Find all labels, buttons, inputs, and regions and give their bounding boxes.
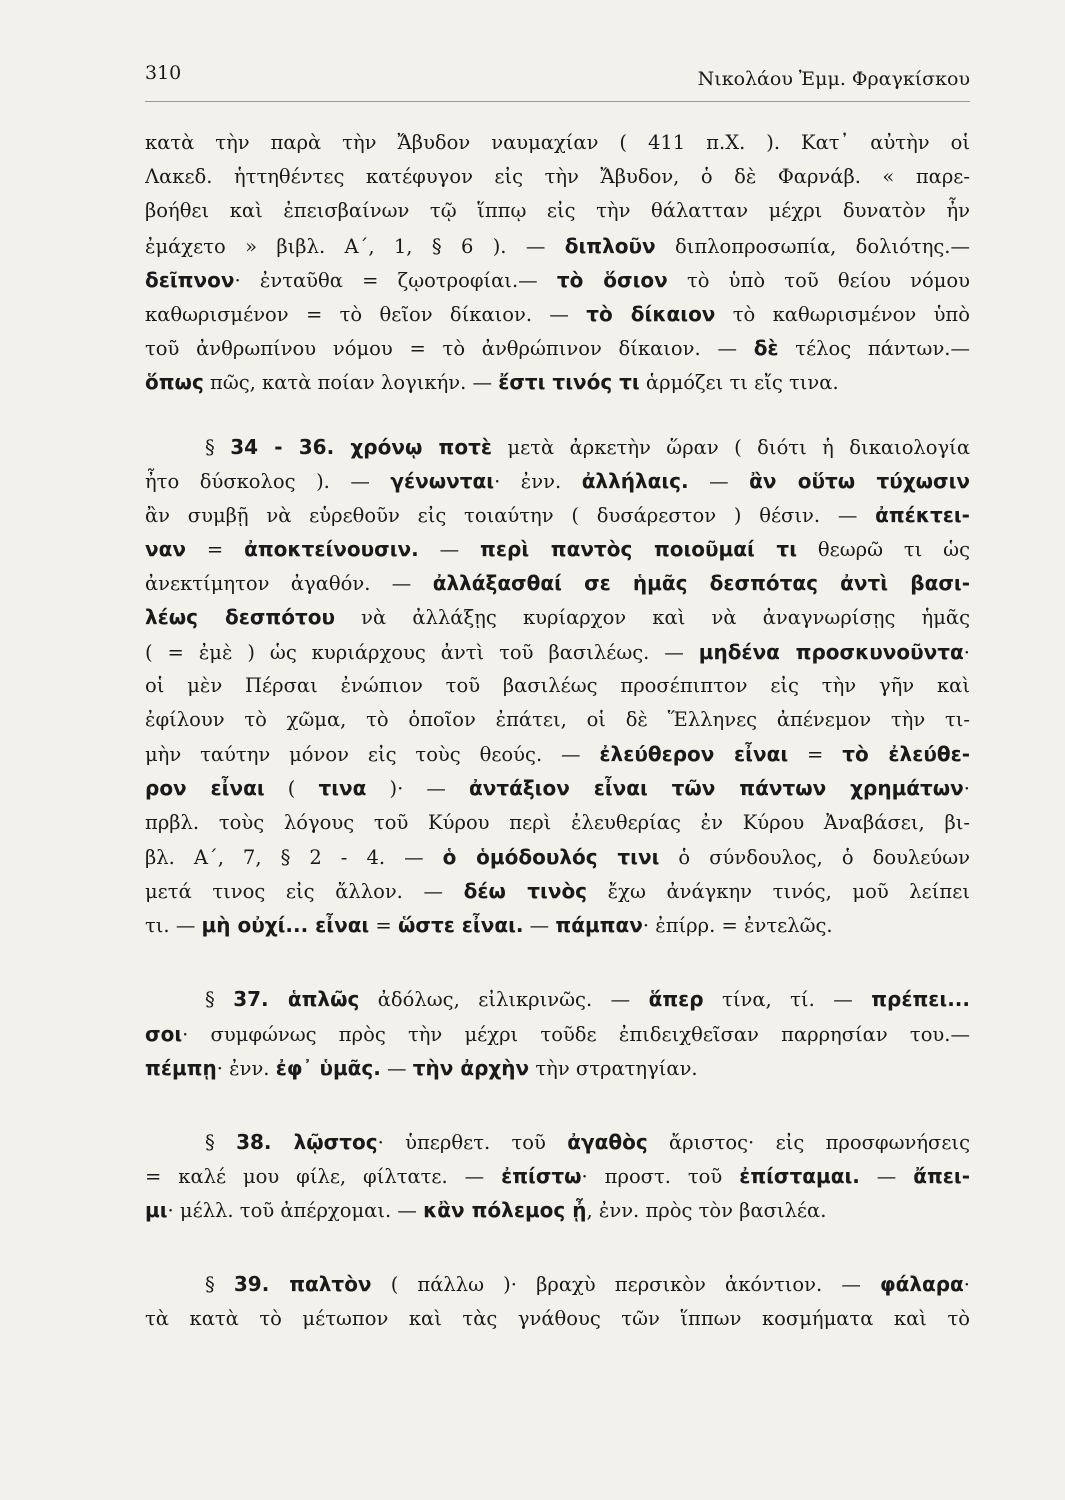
lemma-term: φάλαρα	[879, 1272, 964, 1297]
gloss-text: ἔχω ἀνάγκην τινός, μοῦ λείπει	[587, 879, 970, 903]
text-line	[145, 194, 970, 228]
lemma-term: ἀποκτείνουσιν.	[244, 537, 419, 562]
lemma-term: τὸ δίκαιον	[586, 301, 716, 326]
gloss-text: ἁρμόζει τι εἴς τινα.	[639, 371, 839, 395]
gloss-text: τι. —	[145, 914, 202, 938]
page-number: 310	[145, 62, 182, 84]
text-line	[145, 635, 970, 669]
gloss-text: ἂν συμβῇ νὰ εὑρεθοῦν εἰς τοιαύτην ( δυσάρεστον ) θέσιν. —	[145, 503, 876, 527]
lemma-term: πρέπει...	[871, 987, 970, 1012]
text-line	[145, 669, 970, 703]
lemma-term: 39. παλτὸν	[233, 1272, 372, 1297]
gloss-text: —	[380, 1056, 413, 1080]
gloss-text: βλ. Α΄, 7, § 2 - 4. —	[145, 845, 443, 869]
text-line	[145, 498, 970, 532]
lemma-term: μηδένα προσκυνοῦντα	[698, 639, 964, 664]
gloss-text: ( = ἐμὲ ) ὡς κυριάρχους ἀντὶ τοῦ βασιλέως. —	[145, 640, 699, 664]
lemma-term: μι	[145, 1198, 168, 1223]
text-line	[145, 263, 970, 297]
lemma-term: κἂν πόλεμος ᾖ	[423, 1198, 587, 1223]
gloss-text: πρβλ. τοὺς λόγους τοῦ Κύρου περὶ ἐλευθερίας ἐν Κύρου Ἀναβάσει, βι-	[145, 810, 970, 834]
lemma-term: ὥστε εἶναι.	[397, 913, 524, 938]
gloss-text: πῶς, κατὰ ποίαν λογικήν. —	[203, 371, 499, 395]
lemma-term: ἀγαθὸς	[567, 1129, 648, 1154]
text-line	[145, 331, 970, 365]
lemma-term: περὶ παντὸς ποιοῦμαί τι	[480, 537, 797, 562]
lemma-term: ἐπίσταμαι.	[739, 1164, 860, 1189]
text-line	[145, 1193, 970, 1227]
lemma-term: ἂν οὕτω τύχωσιν	[749, 468, 970, 493]
gloss-text: = καλέ μου φίλε, φίλτατε. —	[145, 1165, 502, 1189]
lemma-term: ἀπέκτει-	[875, 502, 970, 527]
gloss-text: —	[859, 1165, 914, 1189]
lemma-term: σοι	[145, 1021, 183, 1046]
gloss-text: ( πάλλω )· βραχὺ περσικὸν ἀκόντιον. —	[371, 1273, 880, 1297]
lemma-term: ὁ ὁμόδουλός τινι	[442, 844, 660, 869]
gloss-text: —	[418, 538, 481, 562]
gloss-text: · ἐνν.	[494, 469, 582, 493]
header-rule	[145, 101, 970, 102]
gloss-text: ·	[963, 1273, 970, 1297]
lemma-term: μὴ οὐχί... εἶναι	[201, 913, 370, 938]
text-line	[145, 1159, 970, 1193]
text-line	[145, 1302, 970, 1336]
body-text	[145, 126, 970, 1336]
text-line	[145, 464, 970, 498]
gloss-text: ·	[963, 640, 970, 664]
lemma-term: πάμπαν	[555, 913, 643, 938]
gloss-text: , ἐνν. πρὸς τὸν βασιλέα.	[586, 1199, 827, 1223]
gloss-text: ὁ σύνδουλος, ὁ δουλεύων	[659, 845, 970, 869]
gloss-text: ἄριστος· εἰς προσφωνήσεις	[647, 1130, 970, 1154]
lemma-term: τὸ ὅσιον	[556, 267, 668, 292]
gloss-text: τέλος πάντων.—	[778, 337, 970, 361]
gloss-text: καθωρισμένον = τὸ θεῖον δίκαιον. —	[145, 302, 587, 326]
text-line	[145, 806, 970, 840]
gloss-text: τὸ ὑπὸ τοῦ θείου νόμου	[667, 268, 970, 292]
text-line	[145, 600, 970, 634]
gloss-text: οἱ μὲν Πέρσαι ἐνώπιον τοῦ βασιλέως προσέπιπτον εἰς τὴν γῆν καὶ	[145, 673, 970, 697]
gloss-text: )· —	[366, 777, 469, 801]
lemma-term: ἐπίστω	[501, 1164, 582, 1189]
text-line	[145, 874, 970, 908]
lemma-term: 34 - 36. χρόνῳ ποτὲ	[230, 434, 493, 459]
gloss-text: ·	[963, 777, 970, 801]
text-line	[145, 771, 970, 805]
paragraph-gap	[145, 400, 970, 430]
gloss-text: §	[205, 1273, 234, 1297]
gloss-text: ἀδόλως, εἰλικρινῶς. —	[359, 988, 649, 1012]
gloss-text: §	[205, 988, 234, 1012]
gloss-text: =	[186, 538, 245, 562]
lemma-term: δεῖπνον	[145, 267, 235, 292]
gloss-text: · ὑπερθετ. τοῦ	[377, 1130, 568, 1154]
lemma-term: λέως δεσπότου	[145, 605, 335, 630]
gloss-text: διπλοπροσωπία, δολιότης.—	[655, 234, 970, 258]
lemma-term: γένωνται	[390, 468, 495, 493]
lemma-term: ἐλεύθερον εἶναι	[599, 742, 789, 767]
gloss-text: §	[205, 1130, 237, 1154]
gloss-text: νὰ ἀλλάξῃς κυρίαρχον καὶ νὰ ἀναγνωρίσῃς ἡμᾶς	[335, 606, 970, 630]
gloss-text: ἀνεκτίμητον ἀγαθόν. —	[145, 572, 433, 596]
lemma-term: ρον εἶναι	[145, 776, 265, 801]
text-line	[145, 1051, 970, 1085]
lemma-term: ναν	[145, 537, 186, 562]
text-line	[145, 160, 970, 194]
gloss-text: =	[369, 914, 398, 938]
text-line	[145, 297, 970, 331]
gloss-text: · προστ. τοῦ	[581, 1165, 740, 1189]
gloss-text: μὴν ταύτην μόνον εἰς τοὺς θεούς. —	[145, 743, 600, 767]
text-line	[145, 126, 970, 160]
gloss-text: βοήθει καὶ ἐπεισβαίνων τῷ ἵππῳ εἰς τὴν θάλατταν μέχρι δυνατὸν ἦν	[145, 199, 970, 223]
lemma-term: τινα	[318, 776, 367, 801]
paragraph-gap	[145, 1085, 970, 1125]
gloss-text: τοῦ ἀνθρωπίνου νόμου = τὸ ἀνθρώπινον δίκαιον. —	[145, 337, 754, 361]
text-line	[145, 982, 970, 1016]
lemma-term: τὴν ἀρχὴν	[412, 1055, 530, 1080]
text-line	[145, 365, 970, 399]
lemma-term: ἀλλήλαις.	[581, 468, 689, 493]
lemma-term: τὸ ἐλεύθε-	[842, 742, 970, 767]
text-line	[145, 737, 970, 771]
gloss-text: Λακεδ. ἡττηθέντες κατέφυγον εἰς τὴν Ἄβυδον, ὁ δὲ Φαρνάβ. « παρε-	[145, 165, 970, 189]
text-line	[145, 1125, 970, 1159]
text-line	[145, 566, 970, 600]
lemma-term: διπλοῦν	[564, 233, 656, 258]
gloss-text: · ἐνταῦθα = ζῳοτροφίαι.—	[234, 268, 557, 292]
gloss-text: μετά τινος εἰς ἄλλον. —	[145, 879, 464, 903]
text-line	[145, 430, 970, 464]
gloss-text: §	[205, 435, 231, 459]
gloss-text: (	[264, 777, 319, 801]
lemma-term: πέμπῃ	[145, 1055, 217, 1080]
gloss-text: τὸ καθωρισμένον ὑπὸ	[715, 302, 970, 326]
lemma-term: ἔστι τινός τι	[498, 370, 640, 395]
lemma-term: ἀλλάξασθαί σε ἡμᾶς δεσπότας ἀντὶ βασι-	[432, 571, 970, 596]
text-line	[145, 840, 970, 874]
gloss-text: ἐμάχετο » βιβλ. Α΄, 1, § 6 ). —	[145, 234, 565, 258]
paragraph-gap	[145, 942, 970, 982]
text-line	[145, 908, 970, 942]
gloss-text: —	[523, 914, 556, 938]
gloss-text: θεωρῶ τι ὡς	[797, 538, 970, 562]
gloss-text: · συμφώνως πρὸς τὴν μέχρι τοῦδε ἐπιδειχθεῖσαν παρρησίαν του.—	[182, 1022, 970, 1046]
lemma-term: δέω τινὸς	[463, 878, 588, 903]
text-line	[145, 1267, 970, 1301]
lemma-term: ἐφ᾽ ὑμᾶς.	[275, 1055, 381, 1080]
lemma-term: ἅπερ	[648, 987, 704, 1012]
gloss-text: ἐφίλουν τὸ χῶμα, τὸ ὁποῖον ἐπάτει, οἱ δὲ Ἕλληνες ἀπένεμον τὴν τι-	[145, 708, 970, 731]
gloss-text: τίνα, τί. —	[703, 988, 872, 1012]
gloss-text: μετὰ ἀρκετὴν ὥραν ( διότι ἡ δικαιολογία	[492, 435, 970, 459]
gloss-text: · ἐπίρρ. = ἐντελῶς.	[642, 914, 833, 938]
lemma-term: ἄπει-	[913, 1164, 970, 1189]
gloss-text: τὴν στρατηγίαν.	[529, 1056, 698, 1080]
text-line	[145, 532, 970, 566]
lemma-term: ἀντάξιον εἶναι τῶν πάντων χρημάτων	[469, 776, 964, 801]
gloss-text: =	[788, 743, 843, 767]
gloss-text: ἦτο δύσκολος ). —	[145, 469, 391, 493]
text-line	[145, 703, 970, 737]
lemma-term: ὅπως	[145, 370, 204, 395]
gloss-text: · ἐνν.	[216, 1056, 276, 1080]
lemma-term: 37. ἁπλῶς	[233, 987, 360, 1012]
lemma-term: δὲ	[753, 336, 779, 361]
paragraph-gap	[145, 1227, 970, 1267]
running-head: Νικολάου Ἐμμ. Φραγκίσκου	[697, 68, 970, 90]
gloss-text: · μέλλ. τοῦ ἀπέρχομαι. —	[167, 1199, 424, 1223]
lemma-term: 38. λῷστος	[236, 1129, 378, 1154]
gloss-text: τὰ κατὰ τὸ μέτωπον καὶ τὰς γνάθους τῶν ἵππων κοσμήματα καὶ τὸ	[145, 1306, 970, 1330]
gloss-text: —	[688, 469, 750, 493]
gloss-text: κατὰ τὴν παρὰ τὴν Ἄβυδον ναυμαχίαν ( 411 π.Χ. ). Κατ᾽ αὐτὴν οἱ	[145, 131, 970, 154]
text-line	[145, 229, 970, 263]
text-line	[145, 1017, 970, 1051]
